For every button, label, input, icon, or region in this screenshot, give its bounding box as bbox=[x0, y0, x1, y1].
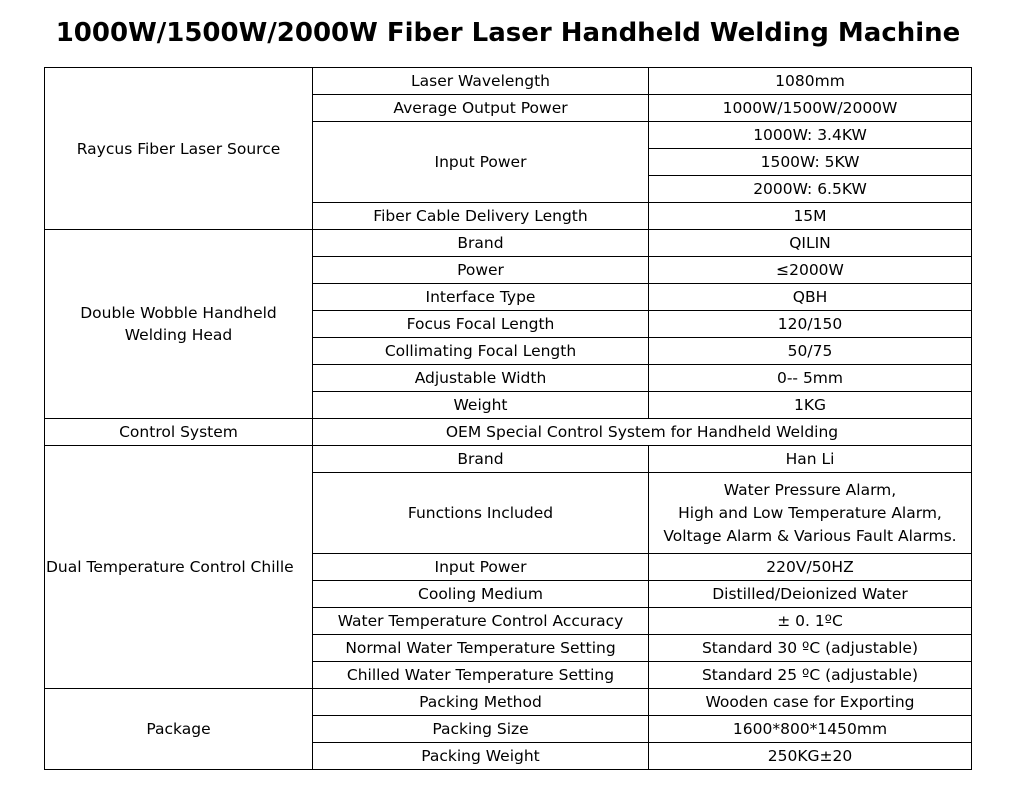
value-cell: 2000W: 6.5KW bbox=[649, 176, 972, 203]
param-cell: Laser Wavelength bbox=[313, 68, 649, 95]
category-cell: Control System bbox=[45, 419, 313, 446]
param-cell: Normal Water Temperature Setting bbox=[313, 635, 649, 662]
value-line: Water Pressure Alarm, bbox=[723, 480, 897, 499]
param-cell: Water Temperature Control Accuracy bbox=[313, 608, 649, 635]
value-cell: OEM Special Control System for Handheld Welding bbox=[313, 419, 972, 446]
value-cell: 1000W: 3.4KW bbox=[649, 122, 972, 149]
param-cell: Packing Size bbox=[313, 716, 649, 743]
value-cell: Standard 30 ºC (adjustable) bbox=[649, 635, 972, 662]
value-line: Voltage Alarm & Various Fault Alarms. bbox=[663, 526, 957, 545]
param-cell: Packing Weight bbox=[313, 743, 649, 770]
param-cell: Interface Type bbox=[313, 284, 649, 311]
param-cell: Collimating Focal Length bbox=[313, 338, 649, 365]
value-cell: Distilled/Deionized Water bbox=[649, 581, 972, 608]
category-line: Double Wobble Handheld bbox=[80, 304, 277, 322]
value-cell: ≤2000W bbox=[649, 257, 972, 284]
category-cell: Dual Temperature Control Chille bbox=[45, 446, 313, 689]
param-cell: Input Power bbox=[313, 122, 649, 203]
value-cell: 1KG bbox=[649, 392, 972, 419]
table-row bbox=[45, 230, 972, 257]
page-title: 1000W/1500W/2000W Fiber Laser Handheld Welding Machine bbox=[55, 18, 961, 48]
value-cell: 250KG±20 bbox=[649, 743, 972, 770]
param-cell: Fiber Cable Delivery Length bbox=[313, 203, 649, 230]
value-cell: Wooden case for Exporting bbox=[649, 689, 972, 716]
table-row bbox=[45, 446, 972, 473]
param-cell: Brand bbox=[313, 230, 649, 257]
param-cell: Power bbox=[313, 257, 649, 284]
value-cell: Standard 25 ºC (adjustable) bbox=[649, 662, 972, 689]
param-cell: Cooling Medium bbox=[313, 581, 649, 608]
param-cell: Focus Focal Length bbox=[313, 311, 649, 338]
param-cell: Packing Method bbox=[313, 689, 649, 716]
param-cell: Functions Included bbox=[313, 473, 649, 554]
value-cell: Han Li bbox=[649, 446, 972, 473]
category-cell: Raycus Fiber Laser Source bbox=[45, 68, 313, 230]
category-line: Welding Head bbox=[124, 326, 233, 344]
value-cell bbox=[649, 473, 972, 554]
param-cell: Input Power bbox=[313, 554, 649, 581]
spec-table bbox=[44, 67, 972, 770]
table-row bbox=[45, 689, 972, 716]
value-line: High and Low Temperature Alarm, bbox=[678, 503, 942, 522]
category-cell bbox=[45, 230, 313, 419]
value-cell: 1500W: 5KW bbox=[649, 149, 972, 176]
value-cell: 50/75 bbox=[649, 338, 972, 365]
category-cell: Package bbox=[45, 689, 313, 770]
value-cell: QILIN bbox=[649, 230, 972, 257]
value-cell: 1000W/1500W/2000W bbox=[649, 95, 972, 122]
value-cell: 0-- 5mm bbox=[649, 365, 972, 392]
param-cell: Chilled Water Temperature Setting bbox=[313, 662, 649, 689]
value-cell: 220V/50HZ bbox=[649, 554, 972, 581]
param-cell: Adjustable Width bbox=[313, 365, 649, 392]
value-cell: ± 0. 1ºC bbox=[649, 608, 972, 635]
value-cell: QBH bbox=[649, 284, 972, 311]
param-cell: Weight bbox=[313, 392, 649, 419]
value-cell: 15M bbox=[649, 203, 972, 230]
param-cell: Average Output Power bbox=[313, 95, 649, 122]
value-cell: 1600*800*1450mm bbox=[649, 716, 972, 743]
value-cell: 1080mm bbox=[649, 68, 972, 95]
table-row bbox=[45, 419, 972, 446]
value-cell: 120/150 bbox=[649, 311, 972, 338]
param-cell: Brand bbox=[313, 446, 649, 473]
table-row bbox=[45, 68, 972, 95]
